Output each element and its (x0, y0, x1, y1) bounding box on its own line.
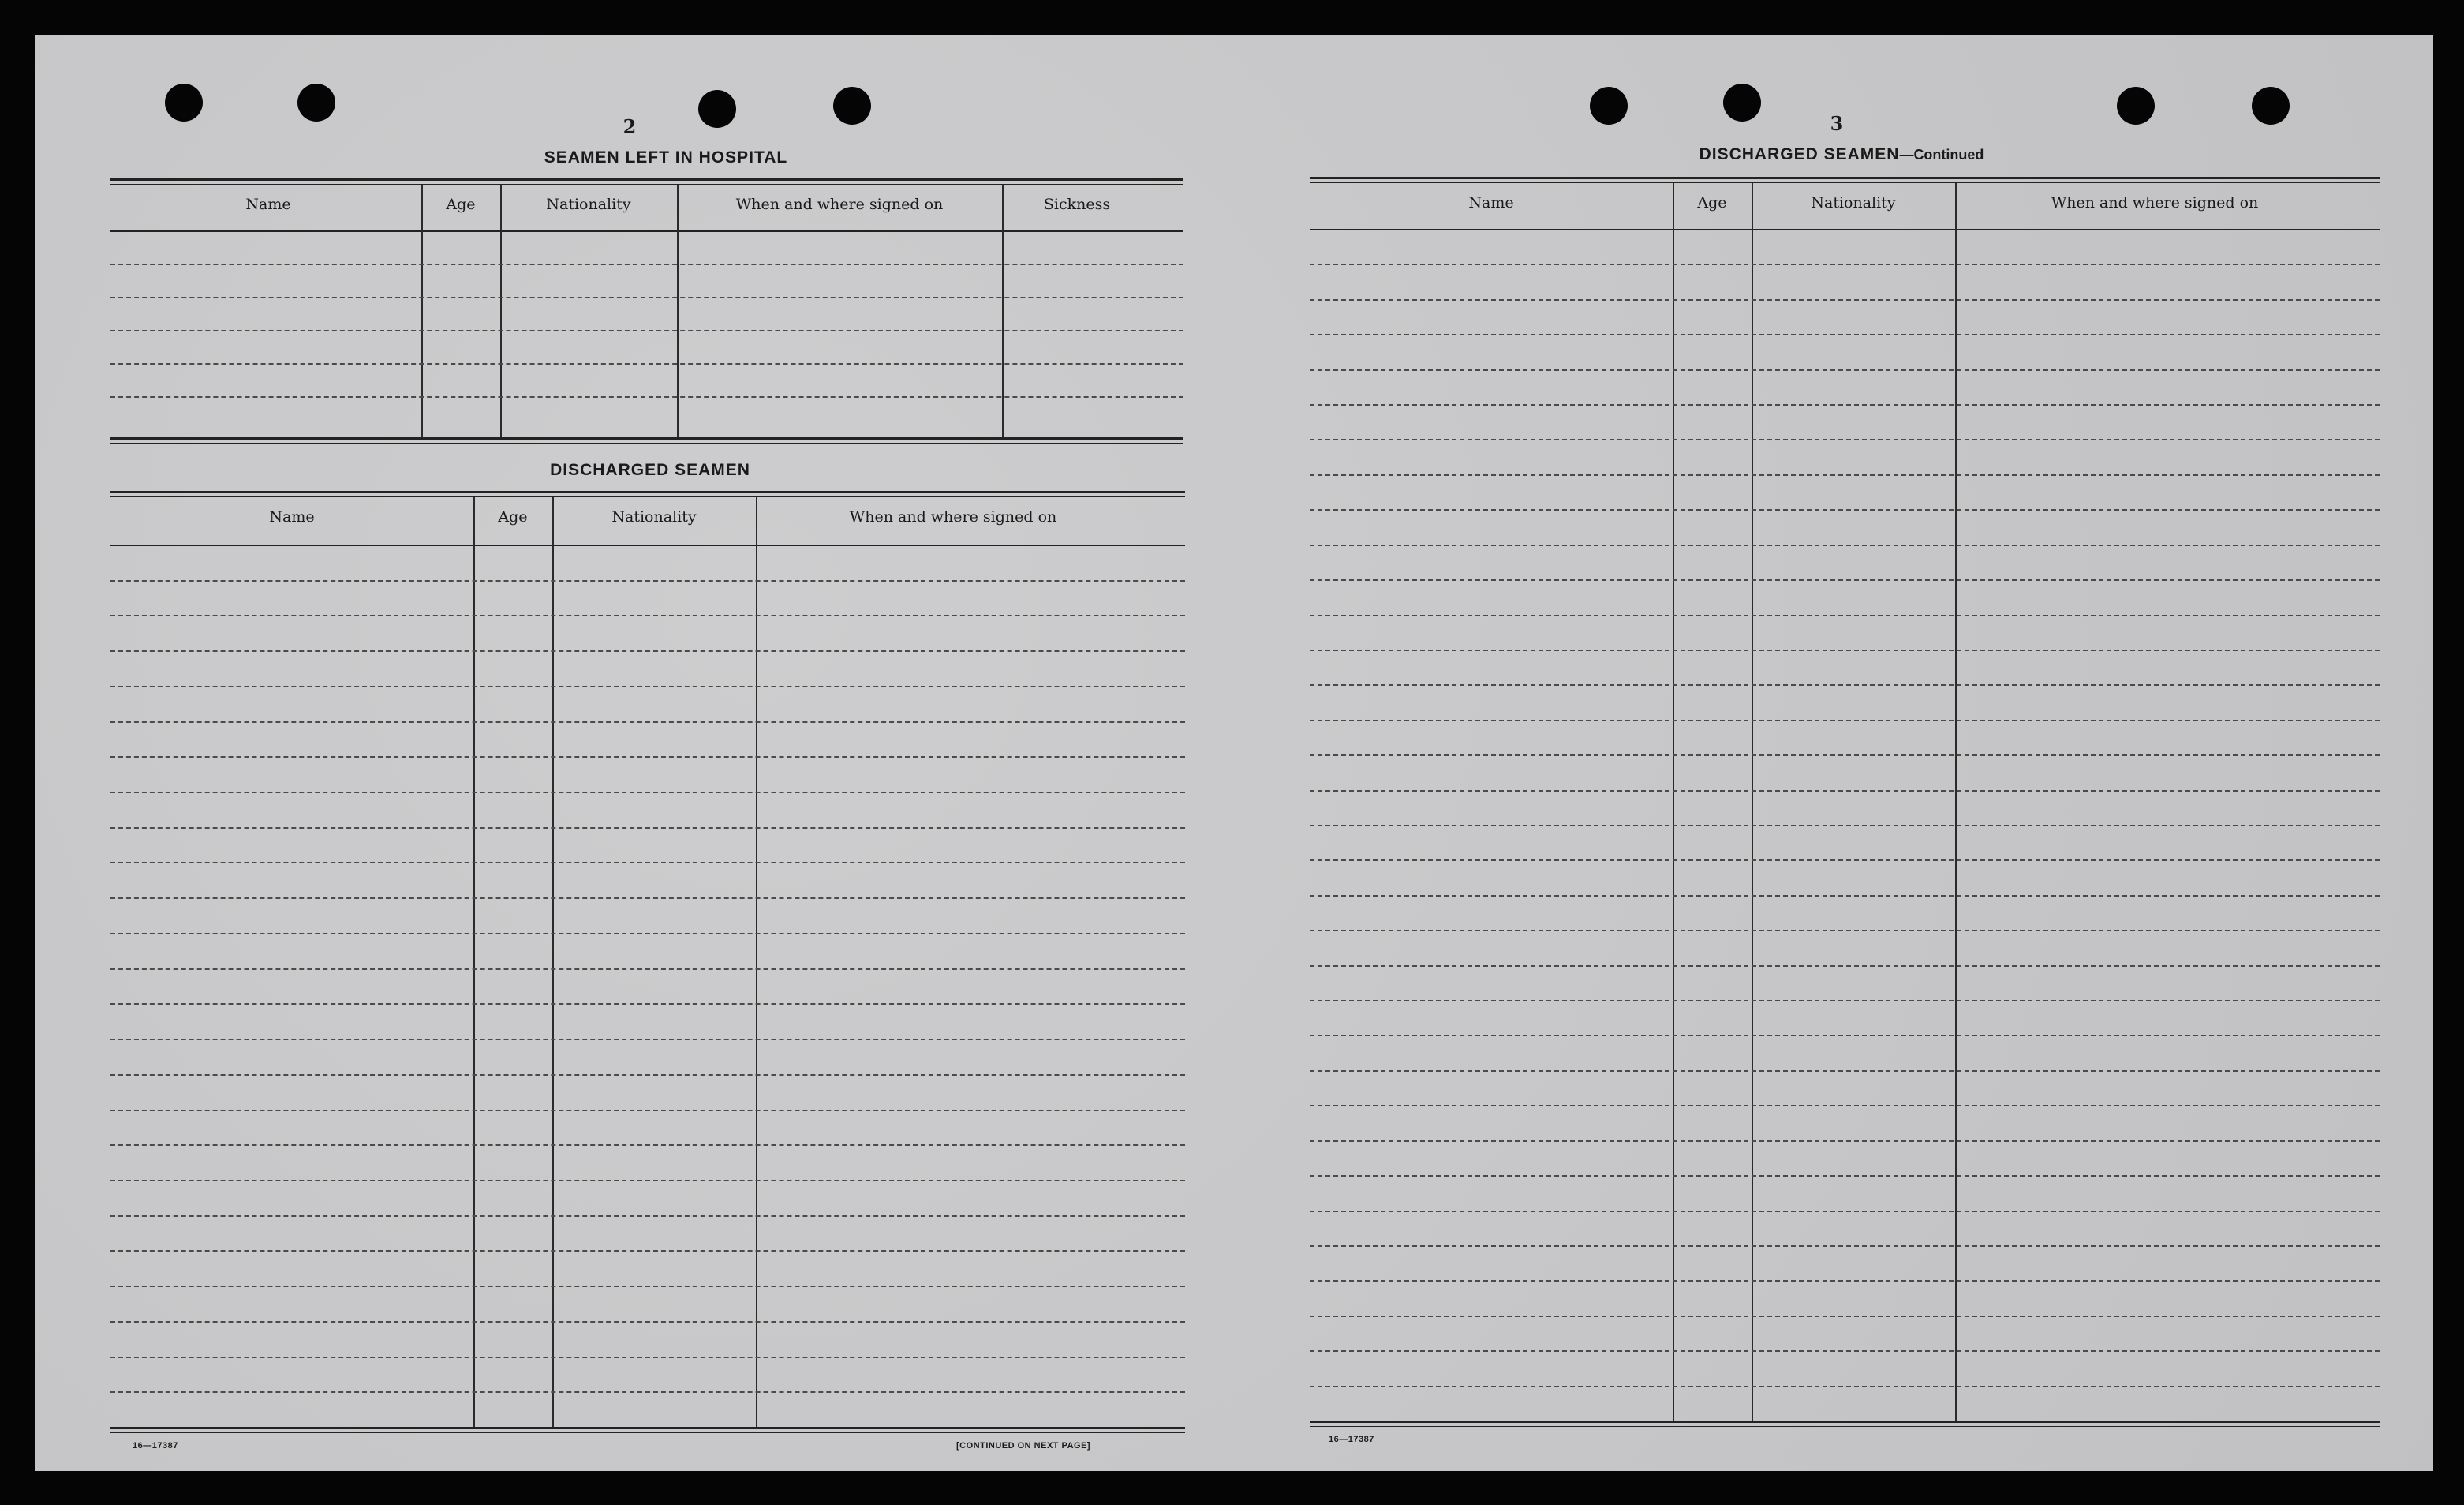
table-row-line (1310, 1035, 2380, 1036)
table-row-line (1310, 1000, 2380, 1001)
hospital-col-divider (500, 185, 502, 437)
table-row-line (1310, 439, 2380, 440)
table-row-line (1310, 1070, 2380, 1072)
form-sheet (35, 35, 2433, 1471)
table-row-line (110, 968, 1185, 970)
table-row-line (1310, 264, 2380, 265)
table-row-line (110, 615, 1185, 616)
page-number-right: 3 (1830, 112, 1844, 135)
table-row-line (1310, 1245, 2380, 1247)
punch-hole (2252, 87, 2290, 125)
table-row-line (1310, 334, 2380, 335)
table-row-line (110, 862, 1185, 863)
right-header-rule (1310, 229, 2380, 230)
discharged-section-title: DISCHARGED SEAMEN (550, 461, 750, 479)
table-row-line (1310, 720, 2380, 721)
table-row-line (1310, 1211, 2380, 1212)
table-row-line (1310, 579, 2380, 581)
hospital-row-line (110, 363, 1183, 365)
hospital-col-signed-on: When and where signed on (735, 196, 944, 213)
table-row-line (1310, 615, 2380, 616)
table-row-line (110, 756, 1185, 758)
hospital-col-sickness: Sickness (1043, 196, 1111, 213)
discharged-col-age: Age (498, 508, 528, 526)
discharged-top-rule (110, 491, 1185, 497)
table-row-line (110, 686, 1185, 687)
discharged-col-divider (473, 497, 475, 1427)
table-row-line (110, 650, 1185, 652)
table-row-line (1310, 684, 2380, 686)
continued-note: [CONTINUED ON NEXT PAGE] (956, 1441, 1091, 1451)
table-row-line (110, 1180, 1185, 1181)
table-row-line (110, 721, 1185, 723)
table-row-line (1310, 509, 2380, 511)
table-row-line (110, 1144, 1185, 1146)
hospital-bottom-rule (110, 437, 1183, 444)
hospital-row-line (110, 330, 1183, 331)
punch-hole (698, 90, 736, 128)
table-row-line (1310, 474, 2380, 476)
discharged-col-divider (552, 497, 554, 1427)
table-row-line (110, 792, 1185, 793)
right-bottom-rule (1310, 1421, 2380, 1427)
discharged-continued-title-main: DISCHARGED SEAMEN (1699, 145, 1900, 163)
hospital-col-name: Name (245, 196, 291, 213)
form-number-left: 16—17387 (133, 1441, 178, 1451)
table-row-line (1310, 790, 2380, 792)
right-col-signed-on: When and where signed on (2051, 194, 2259, 212)
table-row-line (110, 1321, 1185, 1323)
table-row-line (1310, 895, 2380, 897)
table-row-line (110, 1286, 1185, 1287)
hospital-section-title: SEAMEN LEFT IN HOSPITAL (544, 148, 788, 167)
hospital-col-divider (677, 185, 679, 437)
discharged-continued-title-cont: —Continued (1899, 147, 1984, 163)
table-row-line (1310, 1316, 2380, 1317)
discharged-col-name: Name (269, 508, 315, 526)
table-row-line (110, 1110, 1185, 1111)
punch-hole (165, 84, 203, 122)
punch-hole (297, 84, 335, 122)
right-top-rule (1310, 177, 2380, 183)
table-row-line (1310, 1386, 2380, 1387)
hospital-row-line (110, 264, 1183, 265)
table-row-line (1310, 859, 2380, 861)
right-col-name: Name (1468, 194, 1514, 212)
table-row-line (110, 827, 1185, 829)
table-row-line (110, 1003, 1185, 1005)
table-row-line (1310, 1175, 2380, 1177)
form-number-right: 16—17387 (1329, 1435, 1374, 1444)
discharged-header-rule (110, 545, 1185, 546)
table-row-line (1310, 404, 2380, 406)
table-row-line (110, 1074, 1185, 1076)
table-row-line (1310, 299, 2380, 301)
hospital-row-line (110, 297, 1183, 298)
table-row-line (1310, 930, 2380, 931)
discharged-col-divider (756, 497, 757, 1427)
hospital-header-rule (110, 230, 1183, 232)
table-row-line (1310, 1350, 2380, 1352)
table-row-line (1310, 545, 2380, 546)
table-row-line (110, 933, 1185, 934)
table-row-line (110, 1357, 1185, 1358)
discharged-bottom-rule (110, 1427, 1185, 1433)
table-row-line (1310, 965, 2380, 967)
hospital-col-divider (421, 185, 423, 437)
discharged-col-signed-on: When and where signed on (849, 508, 1057, 526)
table-row-line (110, 1391, 1185, 1393)
hospital-col-age: Age (446, 196, 476, 213)
punch-hole (1723, 84, 1761, 122)
table-row-line (110, 1215, 1185, 1217)
hospital-row-line (110, 396, 1183, 398)
table-row-line (110, 1039, 1185, 1040)
table-row-line (1310, 754, 2380, 756)
page-number-left: 2 (623, 115, 637, 138)
hospital-col-divider (1002, 185, 1004, 437)
right-col-age: Age (1697, 194, 1727, 212)
hospital-top-rule (110, 178, 1183, 185)
discharged-continued-title (1565, 145, 2118, 164)
table-row-line (110, 580, 1185, 582)
right-col-nationality: Nationality (1811, 194, 1896, 212)
punch-hole (833, 87, 871, 125)
table-row-line (110, 1250, 1185, 1252)
table-row-line (1310, 650, 2380, 651)
table-row-line (1310, 1140, 2380, 1142)
punch-hole (2117, 87, 2155, 125)
hospital-col-nationality: Nationality (546, 196, 631, 213)
punch-hole (1590, 87, 1628, 125)
table-row-line (1310, 1280, 2380, 1282)
discharged-col-nationality: Nationality (611, 508, 697, 526)
table-row-line (1310, 825, 2380, 826)
table-row-line (1310, 1105, 2380, 1106)
table-row-line (110, 897, 1185, 899)
table-row-line (1310, 369, 2380, 371)
